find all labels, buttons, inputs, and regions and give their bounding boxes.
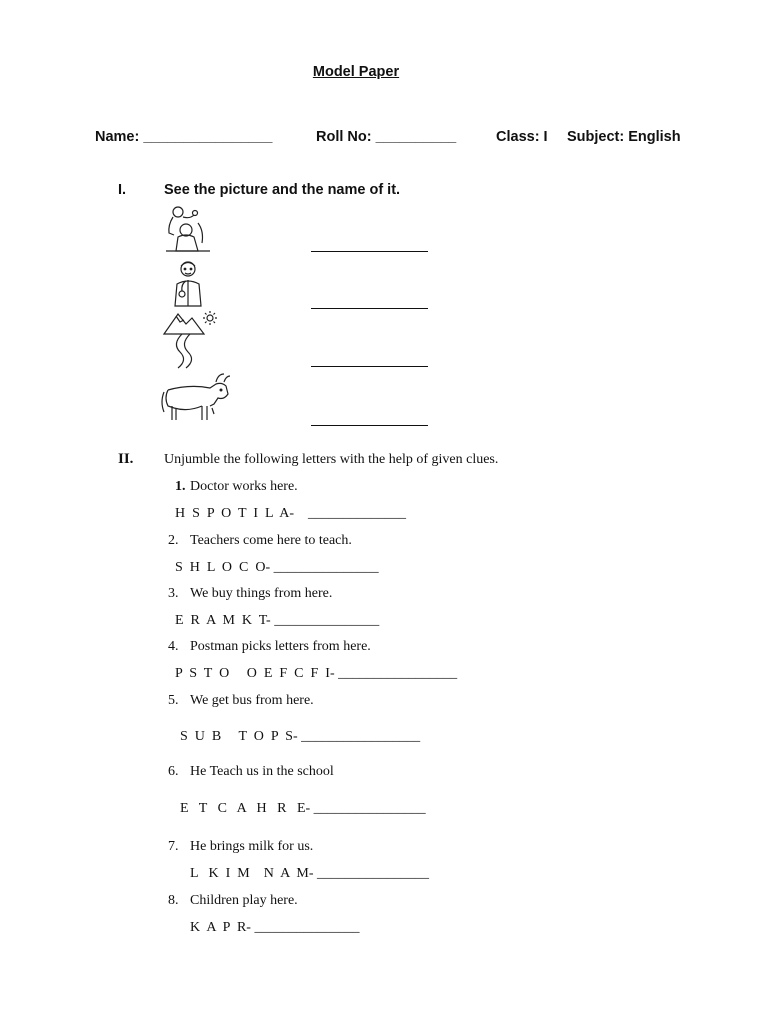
- question-clue-1: Doctor works here.: [190, 479, 298, 494]
- doctor-picture: [167, 258, 209, 308]
- question-number-4: 4.: [168, 639, 179, 654]
- answer-line-2[interactable]: [311, 308, 428, 309]
- question-number-7: 7.: [168, 839, 179, 854]
- question-clue-7: He brings milk for us.: [190, 839, 314, 854]
- question-clue-6: He Teach us in the school: [190, 764, 334, 779]
- name-field: Name: ________________: [95, 129, 273, 145]
- question-number-2: 2.: [168, 533, 179, 548]
- roll-number-field: Roll No: __________: [316, 129, 457, 145]
- page-title: Model Paper: [312, 64, 400, 80]
- question-number-6: 6.: [168, 764, 179, 779]
- question-number-8: 8.: [168, 893, 179, 908]
- question-clue-8: Children play here.: [190, 893, 298, 908]
- section-2-number: II.: [118, 451, 134, 467]
- jumbled-word-1: H S P O T I L A- ______________: [175, 506, 407, 521]
- question-clue-5: We get bus from here.: [190, 693, 314, 708]
- class-label: Class: I: [496, 129, 548, 145]
- jumbled-word-4: P S T O O E F C F I- _________________: [175, 666, 458, 681]
- mountain-river-picture: [162, 310, 218, 370]
- subject-label: Subject: English: [567, 129, 681, 145]
- jumbled-word-7: L K I M N A M- ________________: [190, 866, 430, 881]
- answer-line-4[interactable]: [311, 425, 428, 426]
- answer-line-1[interactable]: [311, 251, 428, 252]
- question-number-3: 3.: [168, 586, 179, 601]
- jumbled-word-2: S H L O C O- _______________: [175, 560, 379, 575]
- question-clue-3: We buy things from here.: [190, 586, 333, 601]
- answer-line-3[interactable]: [311, 366, 428, 367]
- section-1-number: I.: [118, 182, 127, 198]
- question-number-1: 1.: [175, 479, 186, 494]
- jumbled-word-3: E R A M K T- _______________: [175, 613, 380, 628]
- jumbled-word-5: S U B T O P S- _________________: [180, 729, 421, 744]
- barber-picture: [164, 203, 212, 253]
- jumbled-word-6: E T C A H R E- ________________: [180, 801, 426, 816]
- question-clue-2: Teachers come here to teach.: [190, 533, 352, 548]
- question-clue-4: Postman picks letters from here.: [190, 639, 371, 654]
- section-2-instruction: Unjumble the following letters with the help of given clues.: [164, 452, 499, 467]
- jumbled-word-8: K A P R- _______________: [190, 920, 360, 935]
- question-number-5: 5.: [168, 693, 179, 708]
- section-1-instruction: See the picture and the name of it.: [164, 182, 401, 198]
- cow-picture: [160, 370, 232, 426]
